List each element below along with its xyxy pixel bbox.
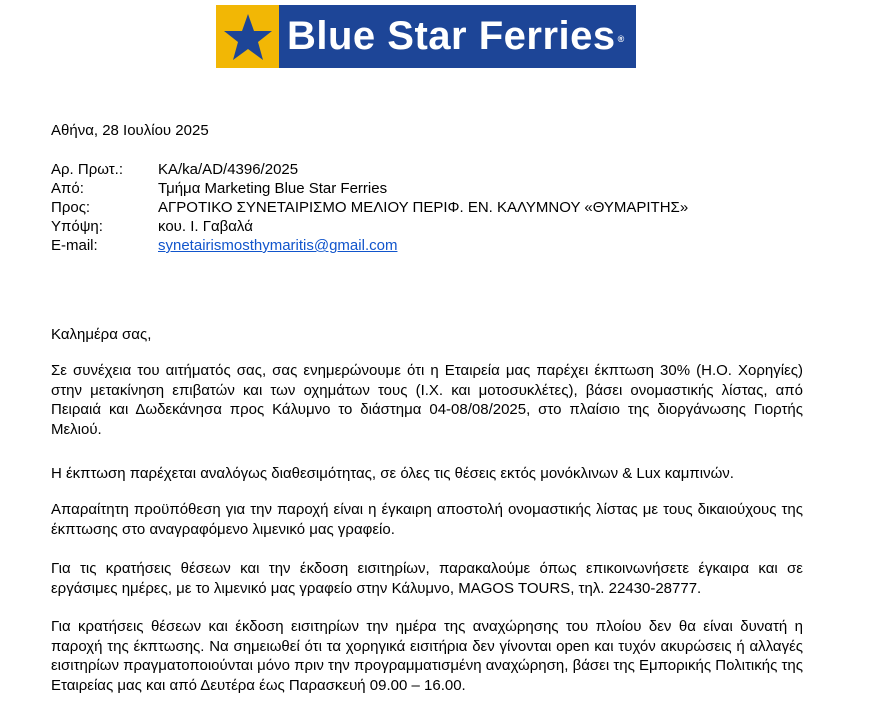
paragraph-bookings: Για τις κρατήσεις θέσεων και την έκδοση εισιτηρίων, παρακαλούμε όπως επικοινωνήσετε έγκαιρα και σε εργάσιμες ημέρες, με το λιμενικό μας γραφείο στην Κάλυμνο, MAGOS TOURS, τηλ. 22430-28777.	[51, 560, 803, 597]
brand-name-text: Blue Star Ferries	[287, 14, 616, 58]
attention-person: κου. Ι. Γαβαλά	[158, 218, 253, 235]
paragraph-prerequisite: Απαραίτητη προϋπόθεση για την παροχή είναι η έγκαιρη αποστολή ονομαστικής λίστας με τους δικαιούχους της έκπτωσης στο αναγραφόμενο λιμενικό μας γραφείο.	[51, 501, 803, 538]
sender: Τμήμα Marketing Blue Star Ferries	[158, 180, 388, 197]
letter-date: Αθήνα, 28 Ιουλίου 2025	[51, 122, 209, 139]
field-label: Από:	[51, 180, 84, 197]
greeting: Καλημέρα σας,	[51, 326, 152, 343]
email-link[interactable]: synetairismosthymaritis@gmail.com	[158, 237, 398, 254]
brand-name	[279, 5, 636, 68]
protocol-number-row	[51, 160, 688, 179]
paragraph-conditions: Για κρατήσεις θέσεων και έκδοση εισιτηρίων την ημέρα της αναχώρησης του πλοίου δεν θα είναι δυνατή η παροχή της έκπτωσης. Να σημειωθεί ότι τα χορηγικά εισιτήρια δεν γίνονται open και τυχόν ακυρώσεις ή αλλαγές εισιτηρίων πραγματοποιούνται μόνο πριν την προγραμματισμένη αναχώρηση, βάσει της Εμπορικής Πολιτικής της Εταιρείας μας και από Δευτέρα έως Παρασκευή 09.00 – 16.00.	[51, 618, 803, 694]
from-row	[51, 179, 688, 198]
to-row	[51, 198, 688, 217]
field-label: E-mail:	[51, 237, 98, 254]
paragraph-discount: Σε συνέχεια του αιτήματός σας, σας ενημερώνουμε ότι η Εταιρεία μας παρέχει έκπτωση 30% (Η.Ο. Χορηγίες) στην μετακίνηση επιβατών και των οχημάτων τους (Ι.Χ. και μοτοσυκλέτες), βάσει ονομαστικής λίστας, από Πειραιά και Δωδεκάνησα προς Κάλυμνο το διάστημα 04-08/08/2025, στο πλαίσιο της διοργάνωσης Γιορτής Μελιού.	[51, 362, 803, 438]
brand-logo	[216, 5, 636, 68]
protocol-number: KA/ka/AD/4396/2025	[158, 161, 299, 178]
registered-mark: ®	[617, 33, 625, 44]
email-row	[51, 236, 688, 255]
letter-header-fields	[51, 160, 688, 255]
field-label: Υπόψη:	[51, 218, 103, 235]
field-label: Προς:	[51, 199, 91, 216]
field-label: Αρ. Πρωτ.:	[51, 161, 123, 178]
attention-row	[51, 217, 688, 236]
paragraph-availability: Η έκπτωση παρέχεται αναλόγως διαθεσιμότητας, σε όλες τις θέσεις εκτός μονόκλινων & Lux καμπινών.	[51, 465, 734, 482]
recipient: ΑΓΡΟΤΙΚΟ ΣΥΝΕΤΑΙΡΙΣΜΟ ΜΕΛΙΟΥ ΠΕΡΙΦ. ΕΝ. ΚΑΛΥΜΝΟΥ «ΘΥΜΑΡΙΤΗΣ»	[158, 199, 689, 216]
star-icon	[216, 5, 279, 68]
